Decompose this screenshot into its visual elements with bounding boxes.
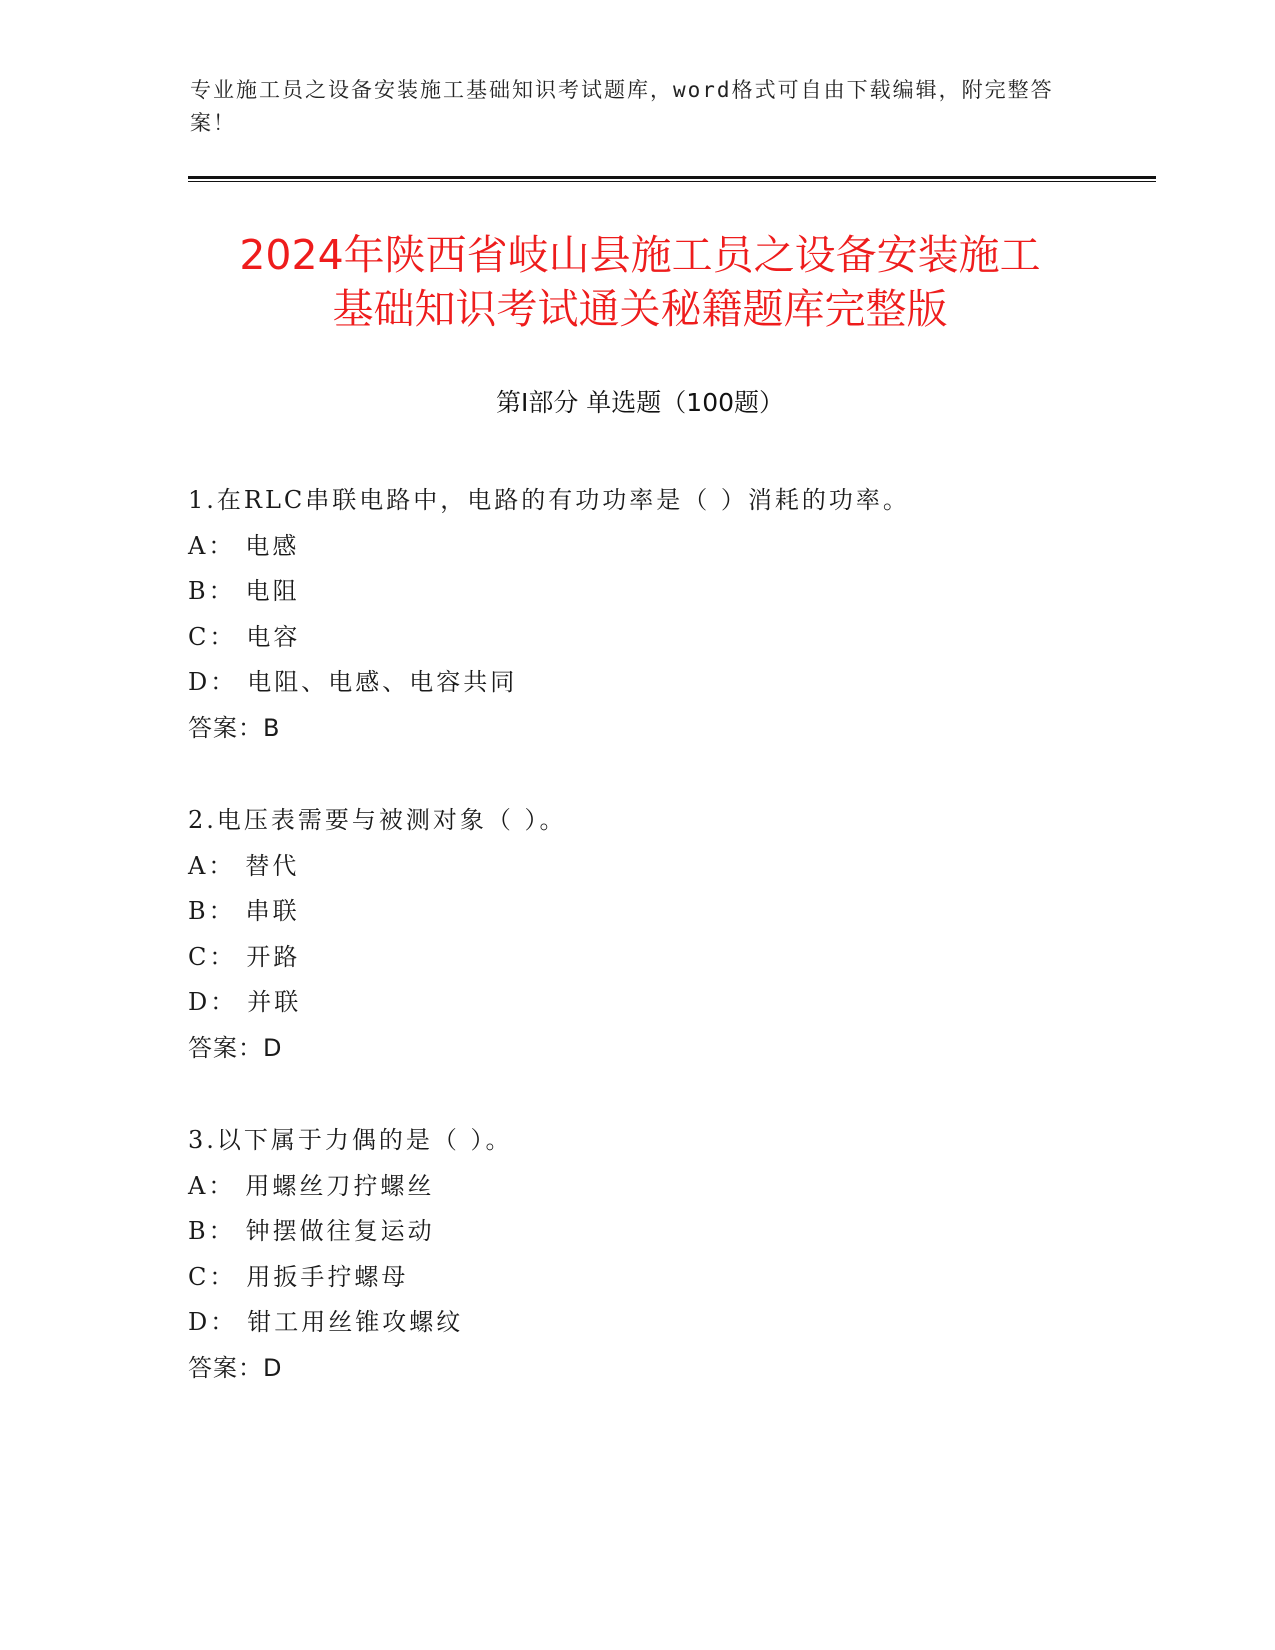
section-heading: 第Ⅰ部分 单选题（100题）: [495, 388, 785, 417]
option-text: 替代: [245, 851, 300, 880]
option-key: D：: [188, 988, 238, 1016]
question-2: [188, 798, 1148, 1071]
option-a: [188, 524, 1148, 570]
option-text: 电阻: [245, 577, 300, 605]
answer-line: 答案：D: [188, 1033, 283, 1062]
option-a: [188, 844, 1148, 890]
document-title: [140, 228, 1140, 336]
header-divider-thin: [188, 181, 1156, 182]
question-3: [188, 1118, 1148, 1391]
header-note: 专业施工员之设备安装施工基础知识考试题库，word格式可自由下载编辑，附完整答案！: [190, 78, 1054, 135]
option-b: [188, 1209, 1148, 1255]
option-key: A：: [188, 531, 236, 560]
option-text: 并联: [247, 988, 302, 1016]
option-text: 用扳手拧螺母: [246, 1262, 409, 1291]
option-c: [188, 615, 1148, 661]
question-1: [188, 478, 1148, 751]
option-text: 串联: [245, 897, 300, 925]
option-text: 电感: [245, 531, 300, 560]
question-stem: 1.在RLC串联电路中，电路的有功功率是（ ）消耗的功率。: [188, 486, 910, 514]
document-title-line-2: 基础知识考试通关秘籍题库完整版: [332, 285, 948, 333]
option-key: B：: [188, 1217, 236, 1245]
option-b: [188, 889, 1148, 935]
option-key: B：: [188, 897, 236, 925]
question-stem: 2.电压表需要与被测对象（ ）。: [188, 806, 567, 834]
option-key: C：: [188, 942, 237, 971]
option-text: 开路: [246, 942, 301, 971]
question-stem: 3.以下属于力偶的是（ ）。: [188, 1126, 513, 1154]
option-c: [188, 935, 1148, 981]
option-key: B：: [188, 577, 236, 605]
option-key: A：: [188, 1171, 236, 1200]
option-a: [188, 1164, 1148, 1210]
option-d: [188, 980, 1148, 1026]
option-text: 电容: [246, 622, 301, 651]
header-divider-thick: [188, 176, 1156, 179]
answer-line: 答案：B: [188, 713, 281, 742]
option-key: D：: [188, 1308, 238, 1336]
option-key: D：: [188, 668, 238, 696]
option-text: 用螺丝刀拧螺丝: [245, 1171, 435, 1200]
answer-line: 答案：D: [188, 1353, 283, 1382]
option-text: 电阻、电感、电容共同: [247, 668, 518, 696]
option-text: 钳工用丝锥攻螺纹: [247, 1308, 464, 1336]
option-key: A：: [188, 851, 236, 880]
option-text: 钟摆做往复运动: [245, 1217, 435, 1245]
option-b: [188, 569, 1148, 615]
option-key: C：: [188, 622, 237, 651]
option-d: [188, 660, 1148, 706]
option-d: [188, 1300, 1148, 1346]
document-title-line-1: 2024年陕西省岐山县施工员之设备安装施工: [239, 231, 1041, 279]
option-key: C：: [188, 1262, 237, 1291]
option-c: [188, 1255, 1148, 1301]
